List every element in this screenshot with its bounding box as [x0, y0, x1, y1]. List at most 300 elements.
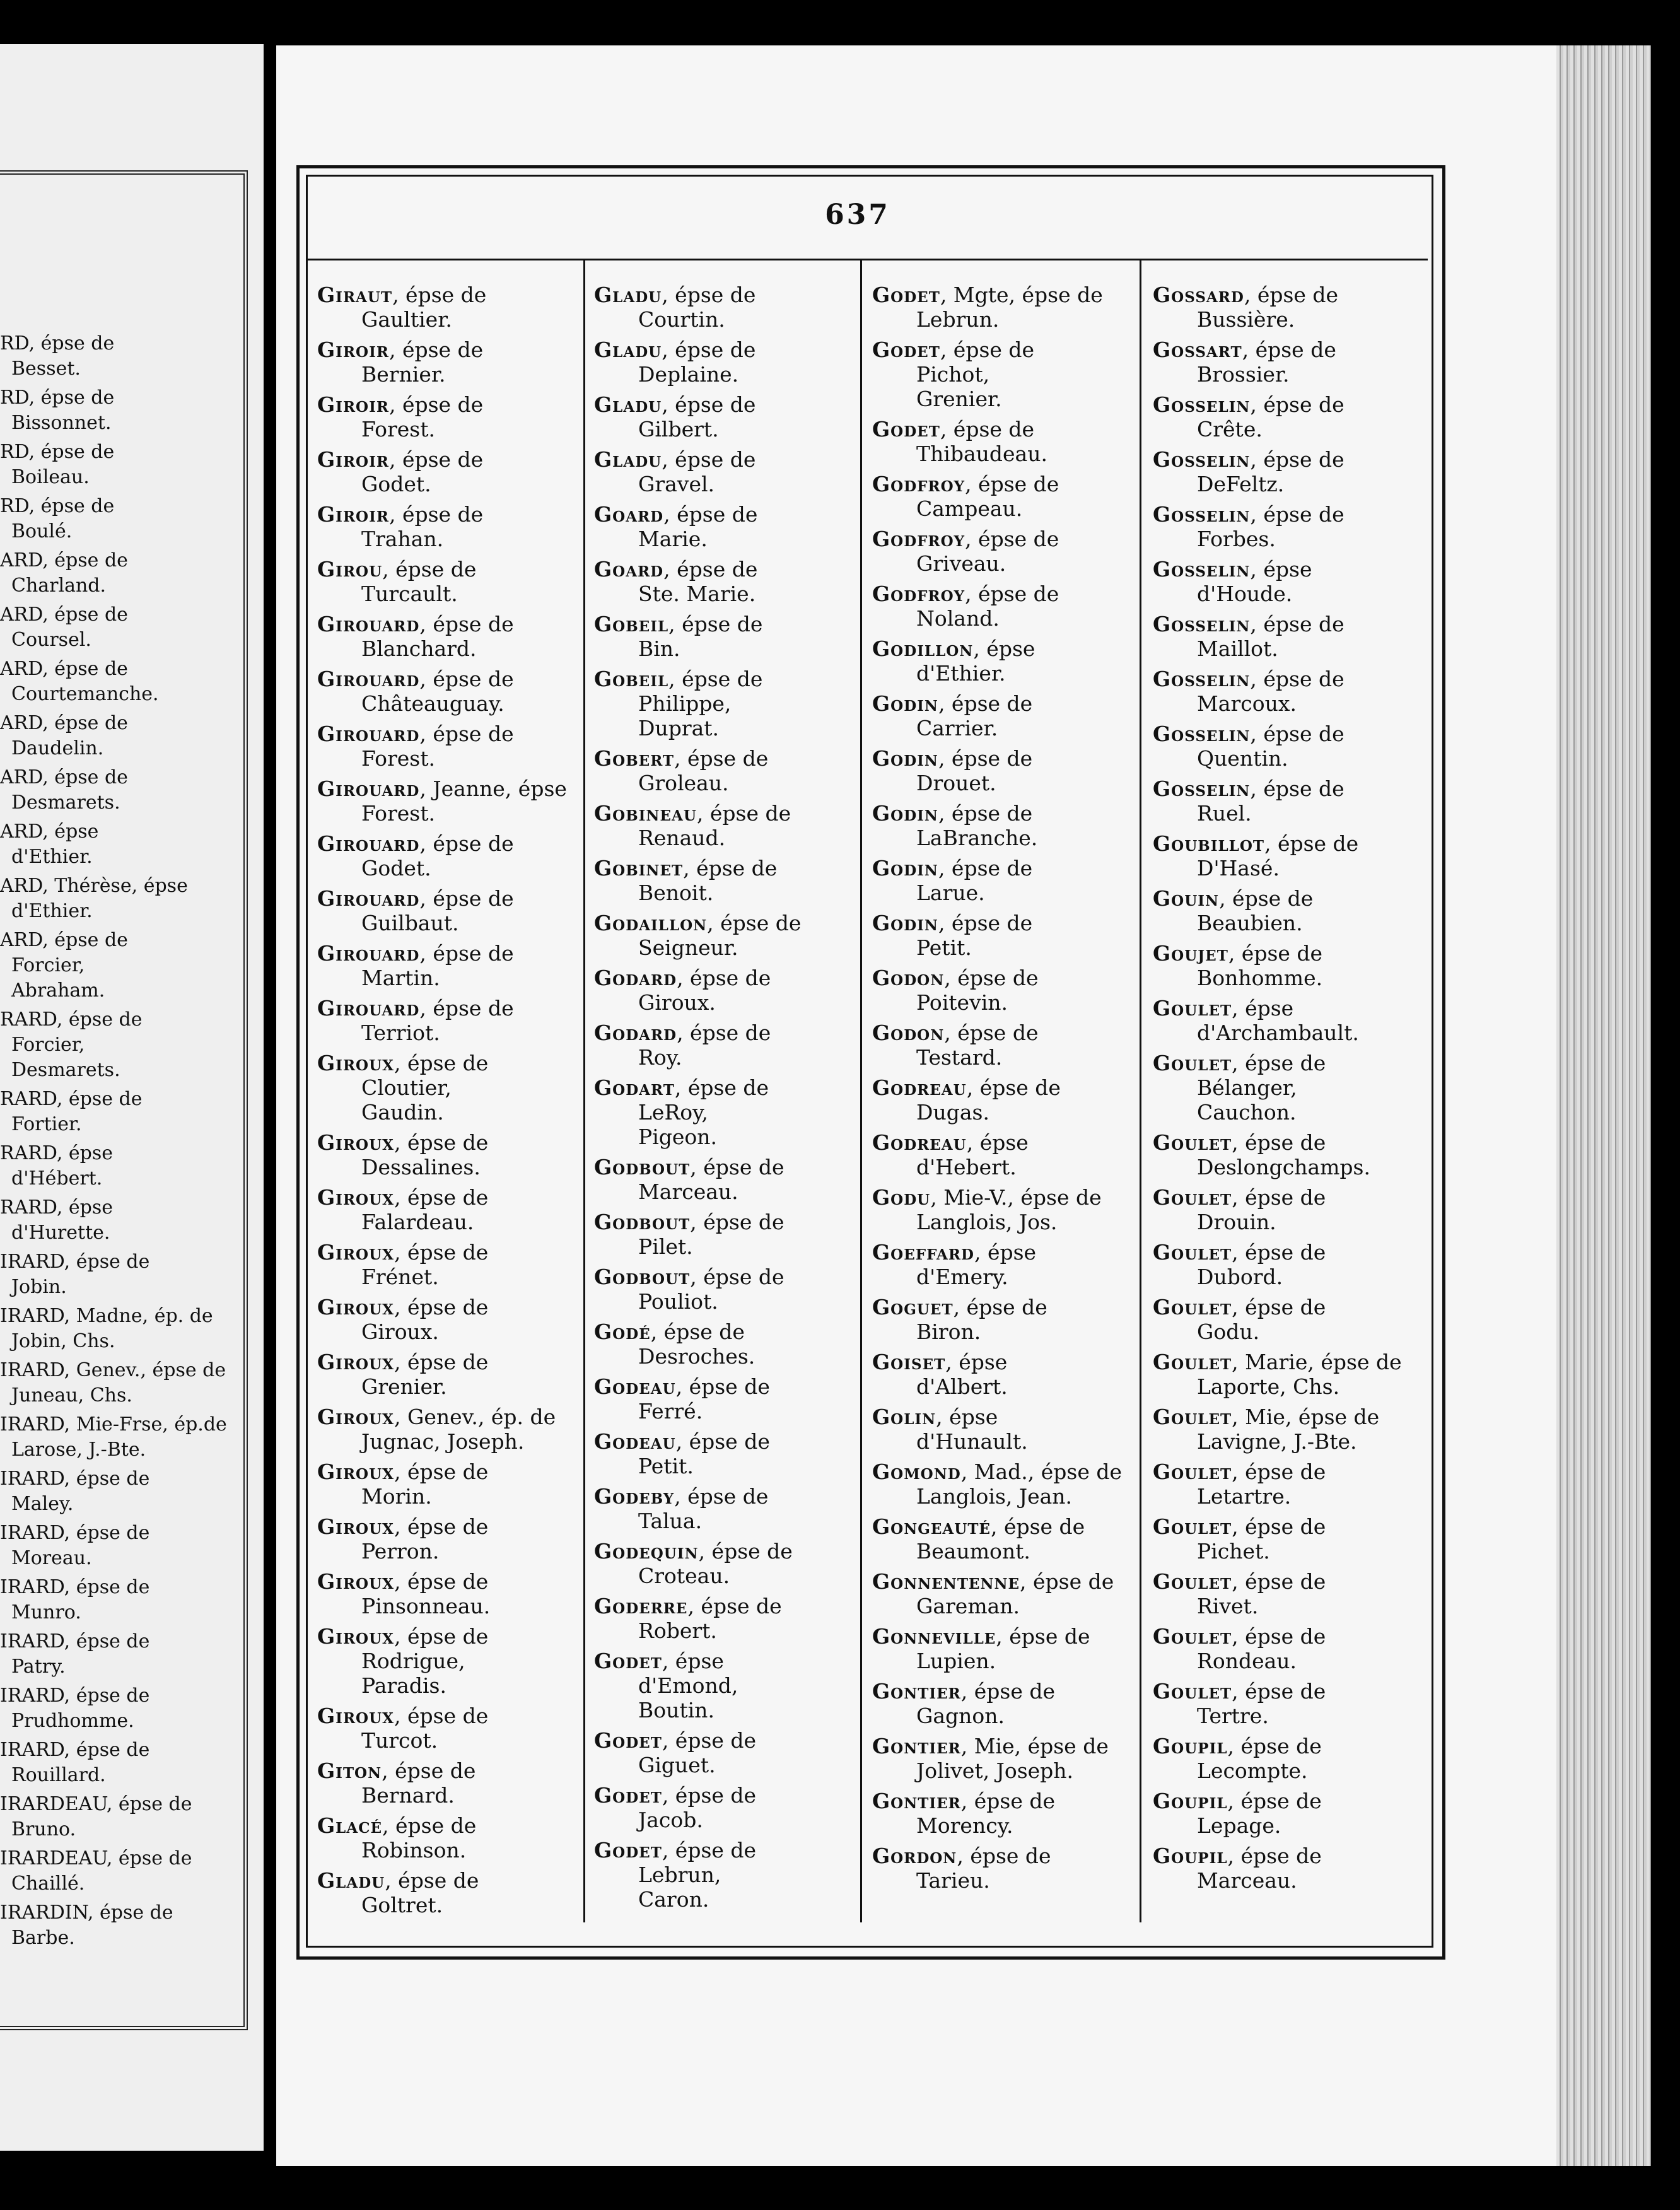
directory-entry	[594, 1319, 859, 1369]
entry-descriptor: , épse de	[1264, 831, 1359, 856]
entry-spouse-name: Blanchard.	[361, 636, 477, 661]
entry-heading-line	[1153, 1185, 1418, 1210]
entry-spouse-name: Bernier.	[361, 362, 446, 387]
entry-heading-line	[872, 1569, 1137, 1594]
entry-surname: Giroux	[317, 1051, 394, 1075]
entry-heading-line	[1153, 1459, 1418, 1484]
entry-spouse-name: Pilet.	[638, 1234, 693, 1259]
entry-heading-line	[594, 1374, 859, 1399]
left-entry-line: Fortier.	[11, 1113, 82, 1135]
left-entry-line: ARD, épse de	[0, 766, 128, 788]
entry-spouse-name: Boutin.	[638, 1698, 715, 1722]
entry-heading-line	[317, 941, 582, 966]
entry-heading-line	[872, 1350, 1137, 1374]
entry-descriptor: , épse de	[1250, 722, 1345, 746]
entry-surname: Goulet	[1153, 1295, 1232, 1319]
left-entry-line: d'Hébert.	[11, 1167, 103, 1190]
entry-descriptor: , épse de	[965, 527, 1059, 551]
entry-spouse-name: Philippe,	[638, 691, 732, 716]
left-entry-line: IRARD, épse de	[0, 1685, 150, 1707]
left-entry-line: RD, épse de	[0, 332, 115, 354]
entry-surname: Goard	[594, 502, 664, 527]
entry-heading-line	[594, 966, 859, 990]
directory-entry	[594, 502, 859, 551]
entry-spouse-name: Langlois, Jean.	[916, 1484, 1073, 1509]
entry-spouse-name: Turcot.	[361, 1728, 438, 1753]
directory-entry	[1153, 1789, 1418, 1838]
entry-descriptor: , épse de	[419, 667, 514, 691]
entry-surname: Goulet	[1153, 1569, 1232, 1594]
entry-spouse-name: Forest.	[361, 746, 435, 771]
header-rule	[308, 259, 1428, 260]
entry-descriptor: , épse	[1250, 557, 1312, 582]
entry-surname: Girouard	[317, 996, 420, 1020]
entry-descriptor: , épse de	[662, 1728, 757, 1753]
directory-entry	[317, 1130, 582, 1179]
left-directory-entry	[0, 440, 252, 490]
entry-descriptor: , épse de	[1250, 776, 1345, 801]
left-entry-line: Juneau, Chs.	[11, 1384, 132, 1406]
entry-heading-line	[317, 557, 582, 582]
entry-surname: Godeau	[594, 1429, 676, 1454]
entry-heading-line	[872, 856, 1137, 880]
entry-surname: Godard	[594, 1020, 677, 1045]
directory-entry	[1153, 776, 1418, 826]
entry-heading-line	[317, 667, 582, 691]
entry-descriptor: , épse de	[1232, 1295, 1326, 1319]
entry-spouse-name: Terriot.	[361, 1020, 440, 1045]
entry-heading-line	[1153, 722, 1418, 746]
entry-surname: Glacé	[317, 1813, 383, 1838]
left-entry-line: Jobin, Chs.	[11, 1330, 115, 1352]
entry-descriptor: , Jeanne, épse	[419, 776, 567, 801]
entry-heading-line	[594, 447, 859, 472]
entry-surname: Godé	[594, 1319, 651, 1344]
entry-descriptor: , épse de	[1250, 447, 1345, 472]
directory-entry	[317, 776, 582, 826]
entry-surname: Godin	[872, 691, 938, 716]
entry-heading-line	[594, 746, 859, 771]
entry-heading-line	[872, 1514, 1137, 1539]
left-directory-entry	[0, 548, 252, 599]
directory-entry	[1153, 557, 1418, 606]
entry-heading-line	[594, 1484, 859, 1509]
entry-surname: Girouard	[317, 941, 420, 966]
directory-entry	[317, 283, 582, 332]
entry-surname: Godreau	[872, 1130, 967, 1155]
entry-spouse-name: Larue.	[916, 880, 985, 905]
entry-surname: Girouard	[317, 831, 420, 856]
entry-heading-line	[317, 1813, 582, 1838]
entry-surname: Goubillot	[1153, 831, 1264, 856]
directory-entry	[872, 1240, 1137, 1289]
directory-entry	[872, 1185, 1137, 1234]
entry-heading-line	[1153, 447, 1418, 472]
entry-descriptor: , épse de	[394, 1350, 489, 1374]
entry-spouse-name: Pinsonneau.	[361, 1594, 491, 1618]
entry-descriptor: , épse de	[394, 1295, 489, 1319]
entry-heading-line	[317, 1704, 582, 1728]
entry-heading-line	[317, 1130, 582, 1155]
entry-heading-line	[317, 776, 582, 801]
entry-spouse-name: Caron.	[638, 1887, 709, 1912]
entry-descriptor: , épse de	[394, 1514, 489, 1539]
entry-spouse-name: Jolivet, Joseph.	[916, 1758, 1074, 1783]
entry-spouse-name: Marceau.	[638, 1179, 738, 1204]
entry-heading-line	[1153, 831, 1418, 856]
entry-spouse-name: d'Houde.	[1197, 582, 1293, 606]
entry-heading-line	[872, 1459, 1137, 1484]
left-entry-line: RARD, épse	[0, 1142, 114, 1164]
entry-surname: Goulet	[1153, 1624, 1232, 1649]
directory-entry	[317, 1868, 582, 1917]
left-directory-entry	[0, 1141, 252, 1191]
left-directory-entry	[0, 1304, 252, 1354]
entry-descriptor: , épse de	[1250, 392, 1345, 417]
entry-heading-line	[594, 612, 859, 636]
entry-descriptor: , épse de	[938, 746, 1033, 771]
left-entry-line: Desmarets.	[11, 792, 120, 814]
entry-descriptor: , épse de	[957, 1844, 1051, 1868]
entry-descriptor: , épse de	[394, 1704, 489, 1728]
left-entry-line: Forcier,	[11, 954, 85, 976]
left-entry-line: Besset.	[11, 358, 81, 380]
entry-descriptor: , Mie, épse de	[960, 1734, 1109, 1758]
entry-descriptor: , Mgte, épse de	[940, 283, 1103, 307]
entry-spouse-name: Griveau.	[916, 551, 1006, 576]
entry-descriptor: , épse de	[1227, 1844, 1322, 1868]
directory-entry	[317, 1405, 582, 1454]
entry-spouse-name: Pichet.	[1197, 1539, 1270, 1564]
directory-column-2	[594, 283, 859, 1917]
entry-descriptor: , épse de	[662, 337, 756, 362]
entry-surname: Godu	[872, 1185, 931, 1210]
entry-heading-line	[317, 1624, 582, 1649]
entry-surname: Gosselin	[1153, 392, 1251, 417]
entry-surname: Gobinet	[594, 856, 684, 880]
directory-entry	[1153, 283, 1418, 332]
entry-spouse-name: D'Hasé.	[1197, 856, 1280, 880]
entry-spouse-name: Giroux.	[638, 990, 716, 1015]
page-number: 637	[825, 199, 890, 231]
entry-surname: Giroux	[317, 1130, 394, 1155]
entry-surname: Goulet	[1153, 996, 1232, 1020]
left-directory-entry	[0, 1575, 252, 1625]
column-divider	[583, 260, 585, 1922]
left-entry-line: d'Ethier.	[11, 846, 93, 868]
left-page-entries	[0, 331, 252, 1955]
directory-entry	[1153, 612, 1418, 661]
directory-entry	[317, 337, 582, 387]
entry-spouse-name: Gilbert.	[638, 417, 719, 441]
entry-heading-line	[317, 1295, 582, 1319]
entry-spouse-name: Courtin.	[638, 307, 725, 332]
directory-entry	[872, 1459, 1137, 1509]
entry-heading-line	[317, 1569, 582, 1594]
entry-descriptor: , épse de	[388, 447, 484, 472]
entry-surname: Giroux	[317, 1295, 394, 1319]
entry-heading-line	[594, 801, 859, 826]
entry-heading-line	[872, 337, 1137, 362]
left-entry-line: Abraham.	[11, 979, 105, 1002]
left-entry-line: IRARD, épse de	[0, 1251, 150, 1273]
entry-spouse-name: Cloutier,	[361, 1075, 452, 1100]
directory-entry	[872, 1624, 1137, 1673]
left-entry-line: d'Hurette.	[11, 1222, 110, 1244]
directory-entry	[594, 1265, 859, 1314]
entry-spouse-name: Guilbaut.	[361, 911, 459, 935]
entry-surname: Godeby	[594, 1484, 675, 1509]
entry-spouse-name: Dubord.	[1197, 1265, 1283, 1289]
entry-spouse-name: d'Ethier.	[916, 661, 1006, 686]
entry-descriptor: , épse de	[698, 1539, 793, 1564]
left-entry-line: IRARD, épse de	[0, 1739, 150, 1761]
entry-surname: Godet	[594, 1649, 662, 1673]
directory-entry	[594, 1020, 859, 1070]
directory-entry	[594, 1155, 859, 1204]
entry-heading-line	[594, 856, 859, 880]
entry-spouse-name: Ste. Marie.	[638, 582, 756, 606]
entry-heading-line	[872, 527, 1137, 551]
entry-surname: Gontier	[872, 1789, 961, 1813]
directory-entry	[317, 1624, 582, 1698]
entry-spouse-name: Campeau.	[916, 496, 1023, 521]
entry-heading-line	[1153, 1624, 1418, 1649]
directory-entry	[594, 1429, 859, 1478]
entry-descriptor: , épse de	[663, 502, 758, 527]
entry-surname: Gobert	[594, 746, 675, 771]
directory-entry	[594, 447, 859, 496]
entry-surname: Giton	[317, 1758, 382, 1783]
directory-entry	[317, 831, 582, 880]
entry-heading-line	[1153, 392, 1418, 417]
entry-descriptor: , épse de	[938, 856, 1033, 880]
directory-entry	[1153, 1240, 1418, 1289]
entry-spouse-name: Châteauguay.	[361, 691, 505, 716]
directory-entry	[317, 1295, 582, 1344]
left-entry-line: Charland.	[11, 575, 107, 597]
entry-descriptor: , épse de	[677, 966, 771, 990]
entry-heading-line	[317, 502, 582, 527]
directory-entry	[1153, 941, 1418, 990]
entry-heading-line	[317, 1405, 582, 1429]
entry-heading-line	[317, 1185, 582, 1210]
entry-heading-line	[872, 417, 1137, 441]
entry-heading-line	[594, 1594, 859, 1618]
entry-descriptor: , épse de	[690, 1155, 785, 1179]
entry-descriptor: , épse de	[662, 1838, 757, 1862]
entry-surname: Giroir	[317, 447, 389, 472]
entry-heading-line	[317, 337, 582, 362]
directory-entry	[1153, 392, 1418, 441]
left-directory-entry	[0, 1900, 252, 1951]
left-directory-entry	[0, 385, 252, 436]
entry-descriptor: , Marie, épse de	[1232, 1350, 1402, 1374]
entry-surname: Goupil	[1153, 1789, 1228, 1813]
entry-surname: Godfroy	[872, 527, 965, 551]
entry-surname: Gordon	[872, 1844, 957, 1868]
entry-descriptor: , épse	[662, 1649, 724, 1673]
entry-descriptor: , épse de	[677, 1020, 771, 1045]
directory-entry	[594, 1649, 859, 1722]
directory-entry	[594, 856, 859, 905]
entry-surname: Girou	[317, 557, 383, 582]
entry-spouse-name: Giguet.	[638, 1753, 716, 1777]
entry-surname: Goupil	[1153, 1844, 1228, 1868]
left-entry-line: RD, épse de	[0, 387, 115, 409]
entry-descriptor: , épse de	[690, 1265, 785, 1289]
entry-surname: Giroux	[317, 1569, 394, 1594]
entry-surname: Godaillon	[594, 911, 708, 935]
left-directory-entry	[0, 1683, 252, 1734]
left-entry-line: Coursel.	[11, 629, 91, 651]
entry-descriptor: , épse de	[388, 392, 484, 417]
entry-spouse-name: Rodrigue,	[361, 1649, 465, 1673]
left-page-fragment	[0, 44, 264, 2151]
entry-descriptor: , épse de	[965, 582, 1059, 606]
entry-descriptor: , épse de	[1232, 1185, 1326, 1210]
entry-descriptor: , épse de	[394, 1240, 489, 1265]
entry-heading-line	[1153, 886, 1418, 911]
directory-entry	[1153, 667, 1418, 716]
entry-surname: Gonneville	[872, 1624, 996, 1649]
entry-surname: Giroux	[317, 1514, 394, 1539]
entry-surname: Gonnentenne	[872, 1569, 1020, 1594]
left-entry-line: Chaillé.	[11, 1873, 85, 1895]
entry-surname: Godet	[872, 417, 940, 441]
entry-surname: Godet	[594, 1728, 662, 1753]
left-directory-entry	[0, 1466, 252, 1517]
entry-spouse-name: Benoit.	[638, 880, 714, 905]
entry-heading-line	[317, 831, 582, 856]
left-entry-line: Barbe.	[11, 1927, 75, 1949]
entry-descriptor: , épse de	[690, 1210, 785, 1234]
left-entry-line: Maley.	[11, 1493, 74, 1515]
entry-heading-line	[317, 722, 582, 746]
entry-descriptor: , épse de	[940, 417, 1035, 441]
entry-descriptor: , épse de	[419, 996, 514, 1020]
directory-entry	[872, 1020, 1137, 1070]
entry-heading-line	[1153, 776, 1418, 801]
directory-entry	[872, 417, 1137, 466]
entry-spouse-name: Deslongchamps.	[1197, 1155, 1370, 1179]
entry-surname: Gossard	[1153, 283, 1244, 307]
entry-surname: Godard	[594, 966, 677, 990]
entry-descriptor: , épse de	[419, 612, 514, 636]
entry-surname: Goeffard	[872, 1240, 974, 1265]
entry-heading-line	[1153, 1844, 1418, 1868]
entry-spouse-name: Pigeon.	[638, 1125, 718, 1149]
left-directory-entry	[0, 1629, 252, 1680]
directory-entry	[317, 667, 582, 716]
entry-spouse-name: Lavigne, J.-Bte.	[1197, 1429, 1357, 1454]
directory-entry	[872, 911, 1137, 960]
entry-descriptor: , épse de	[1242, 337, 1336, 362]
directory-entry	[317, 1813, 582, 1862]
directory-entry	[594, 1075, 859, 1149]
directory-entry	[594, 1210, 859, 1259]
left-entry-line: Boileau.	[11, 466, 90, 488]
entry-heading-line	[1153, 1569, 1418, 1594]
entry-descriptor: , épse de	[668, 612, 763, 636]
entry-heading-line	[594, 1539, 859, 1564]
entry-descriptor: , Mie, épse de	[1232, 1405, 1380, 1429]
directory-entry	[317, 392, 582, 441]
entry-spouse-name: Poitevin.	[916, 990, 1008, 1015]
left-directory-entry	[0, 1412, 252, 1463]
entry-heading-line	[1153, 283, 1418, 307]
entry-descriptor: , épse de	[996, 1624, 1090, 1649]
directory-entry	[1153, 1459, 1418, 1509]
entry-surname: Gontier	[872, 1734, 961, 1758]
entry-spouse-name: Lupien.	[916, 1649, 996, 1673]
entry-surname: Godet	[594, 1838, 662, 1862]
entry-surname: Gladu	[594, 283, 662, 307]
entry-spouse-name: Marie.	[638, 527, 708, 551]
directory-entry	[1153, 502, 1418, 551]
entry-descriptor: , épse de	[1232, 1459, 1326, 1484]
entry-heading-line	[1153, 612, 1418, 636]
left-entry-line: Forcier,	[11, 1034, 85, 1056]
entry-surname: Godbout	[594, 1265, 691, 1289]
left-entry-line: ARD, épse de	[0, 712, 128, 734]
left-entry-line: ARD, épse de	[0, 604, 128, 626]
entry-spouse-name: Giroux.	[361, 1319, 439, 1344]
entry-heading-line	[317, 1240, 582, 1265]
directory-entry	[317, 502, 582, 551]
entry-descriptor: , épse de	[394, 1051, 489, 1075]
left-entry-line: Bissonnet.	[11, 412, 112, 434]
entry-descriptor: , épse de	[1020, 1569, 1114, 1594]
entry-descriptor: , épse	[936, 1405, 998, 1429]
entry-descriptor: , épse de	[662, 1783, 757, 1808]
entry-heading-line	[872, 1679, 1137, 1704]
directory-entry	[872, 1075, 1137, 1125]
entry-heading-line	[872, 801, 1137, 826]
entry-heading-line	[872, 1624, 1137, 1649]
left-directory-entry	[0, 819, 252, 870]
entry-surname: Godon	[872, 1020, 945, 1045]
directory-entry	[317, 886, 582, 935]
entry-heading-line	[1153, 941, 1418, 966]
entry-heading-line	[1153, 1350, 1418, 1374]
left-entry-line: ARD, épse de	[0, 658, 128, 680]
entry-heading-line	[1153, 502, 1418, 527]
entry-heading-line	[317, 447, 582, 472]
left-directory-entry	[0, 1792, 252, 1842]
entry-descriptor: , épse de	[394, 1569, 489, 1594]
entry-descriptor: , épse	[945, 1350, 1008, 1374]
entry-surname: Giroux	[317, 1350, 394, 1374]
entry-spouse-name: Goltret.	[361, 1893, 443, 1917]
left-entry-line: Larose, J.-Bte.	[11, 1439, 146, 1461]
left-entry-line: ARD, épse de	[0, 929, 128, 951]
entry-spouse-name: d'Hebert.	[916, 1155, 1017, 1179]
directory-entry	[1153, 1130, 1418, 1179]
entry-surname: Gosselin	[1153, 776, 1251, 801]
entry-heading-line	[317, 996, 582, 1020]
entry-spouse-name: Godet.	[361, 856, 431, 880]
entry-heading-line	[317, 1868, 582, 1893]
entry-heading-line	[1153, 1295, 1418, 1319]
entry-heading-line	[1153, 1734, 1418, 1758]
entry-spouse-name: Ferré.	[638, 1399, 703, 1424]
directory-entry	[1153, 1569, 1418, 1618]
entry-heading-line	[872, 582, 1137, 606]
entry-spouse-name: Noland.	[916, 606, 1000, 631]
entry-descriptor: , épse de	[674, 1075, 769, 1100]
entry-surname: Godfroy	[872, 472, 965, 496]
